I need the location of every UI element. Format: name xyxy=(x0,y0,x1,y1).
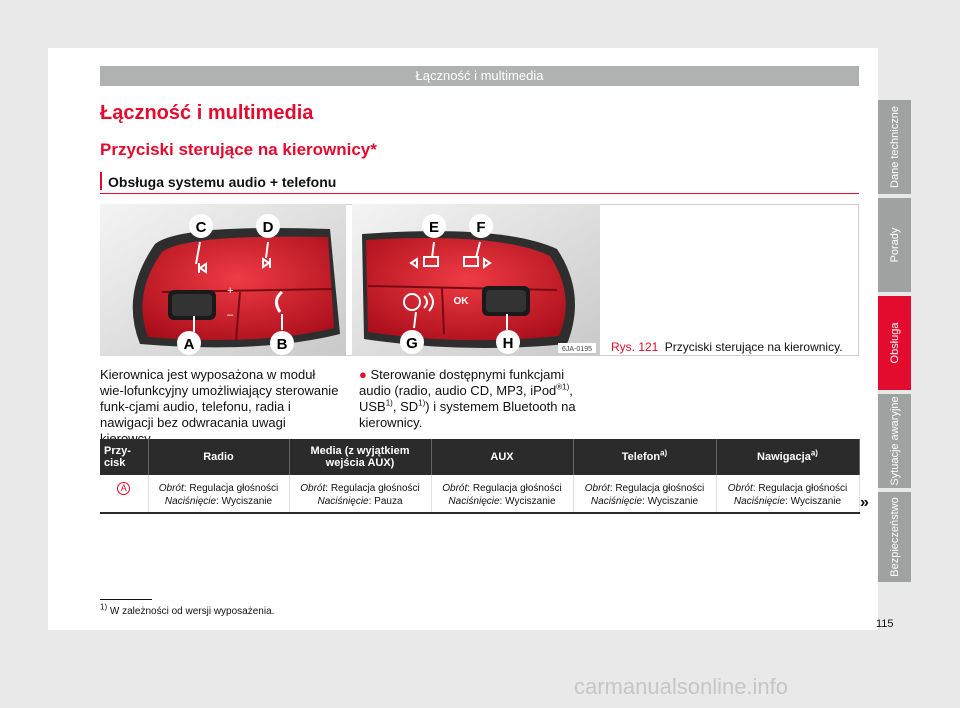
table-cell: Obrót: Regulacja głośności Naciśnięcie: Wyciszanie xyxy=(148,475,289,513)
callout-f: F xyxy=(476,219,486,236)
callout-g: G xyxy=(406,335,418,352)
col-header-navigation: Nawigacja$^{a)}$ xyxy=(716,439,859,475)
col-header-phone: Telefon$^{a)}$ xyxy=(573,439,716,475)
table-cell: Obrót: Regulacja głośności Naciśnięcie: Wyciszanie xyxy=(431,475,573,513)
svg-text:OK: OK xyxy=(453,296,469,307)
callout-d: D xyxy=(262,219,274,236)
heading-3 xyxy=(100,174,859,194)
caption-text: Przyciski sterujące na kierownicy. xyxy=(664,340,843,354)
heading-3-text: Obsługa systemu audio + telefonu xyxy=(108,174,337,190)
caption-number: Rys. 121 xyxy=(611,340,659,354)
table-cell-button xyxy=(100,475,148,513)
heading-2: Przyciski sterujące na kierownicy* xyxy=(100,140,377,159)
figure-caption xyxy=(611,340,843,354)
table-cell: Obrót: Regulacja głośności Naciśnięcie: Wyciszanie xyxy=(573,475,716,513)
col-header-aux: AUX xyxy=(431,439,573,475)
table-cell: Obrót: Regulacja głośności Naciśnięcie: Wyciszanie xyxy=(716,475,859,513)
table-row xyxy=(100,475,859,513)
bullet-icon: ● xyxy=(359,367,367,382)
callout-b: B xyxy=(276,336,288,353)
tab-porady[interactable]: Porady xyxy=(878,198,911,292)
body-column-2: ● Sterowanie dostępnymi funkcjami audio (radio, audio CD, MP3, iPod$^{®1)}$, USB$^{1)}$, SD$^{1)}$) i systemem Bluetooth na kierownicy. xyxy=(359,367,576,430)
svg-text:+: + xyxy=(227,285,234,297)
callout-c: C xyxy=(195,219,207,236)
col-header-radio: Radio xyxy=(148,439,289,475)
figure-code: 6JA-0195 xyxy=(562,346,592,353)
col-header-button: Przy-cisk xyxy=(100,439,148,475)
heading-1: Łączność i multimedia xyxy=(100,102,314,124)
footnote-rule xyxy=(100,599,152,600)
running-head: Łączność i multimedia xyxy=(100,66,859,86)
callout-e: E xyxy=(428,219,440,236)
steering-buttons-right-image xyxy=(352,204,600,356)
page-number: 115 xyxy=(876,618,894,630)
functions-table xyxy=(100,439,860,514)
table-cell: Obrót: Regulacja głośności Naciśnięcie: Pauza xyxy=(289,475,431,513)
tab-sytuacje-awaryjne[interactable]: Sytuacje awaryjne xyxy=(878,394,911,488)
table-header-row xyxy=(100,439,859,475)
steering-buttons-left-image xyxy=(100,204,346,356)
button-a-badge: A xyxy=(117,482,130,495)
footnote: $^{1)}$ W zależności od wersji wyposażenia. xyxy=(100,602,275,617)
continue-mark: » xyxy=(860,494,869,511)
col-header-media: Media (z wyjątkiem wejścia AUX) xyxy=(289,439,431,475)
svg-text:–: – xyxy=(227,309,234,321)
body-column-1: Kierownica jest wyposażona w moduł wie-lofunkcyjny umożliwiający sterowanie funk-cjami audio, telefonu, radia i nawigacji bez odwracania uwagi xyxy=(100,367,339,430)
callout-a: A xyxy=(183,336,195,353)
tab-obsluga[interactable]: Obsługa xyxy=(878,296,911,390)
tab-bezpieczenstwo[interactable]: Bezpieczeństwo xyxy=(878,492,911,582)
tab-dane-techniczne[interactable]: Dane techniczne xyxy=(878,100,911,194)
watermark: carmanualsonline.info xyxy=(574,674,789,699)
callout-h: H xyxy=(502,335,514,352)
